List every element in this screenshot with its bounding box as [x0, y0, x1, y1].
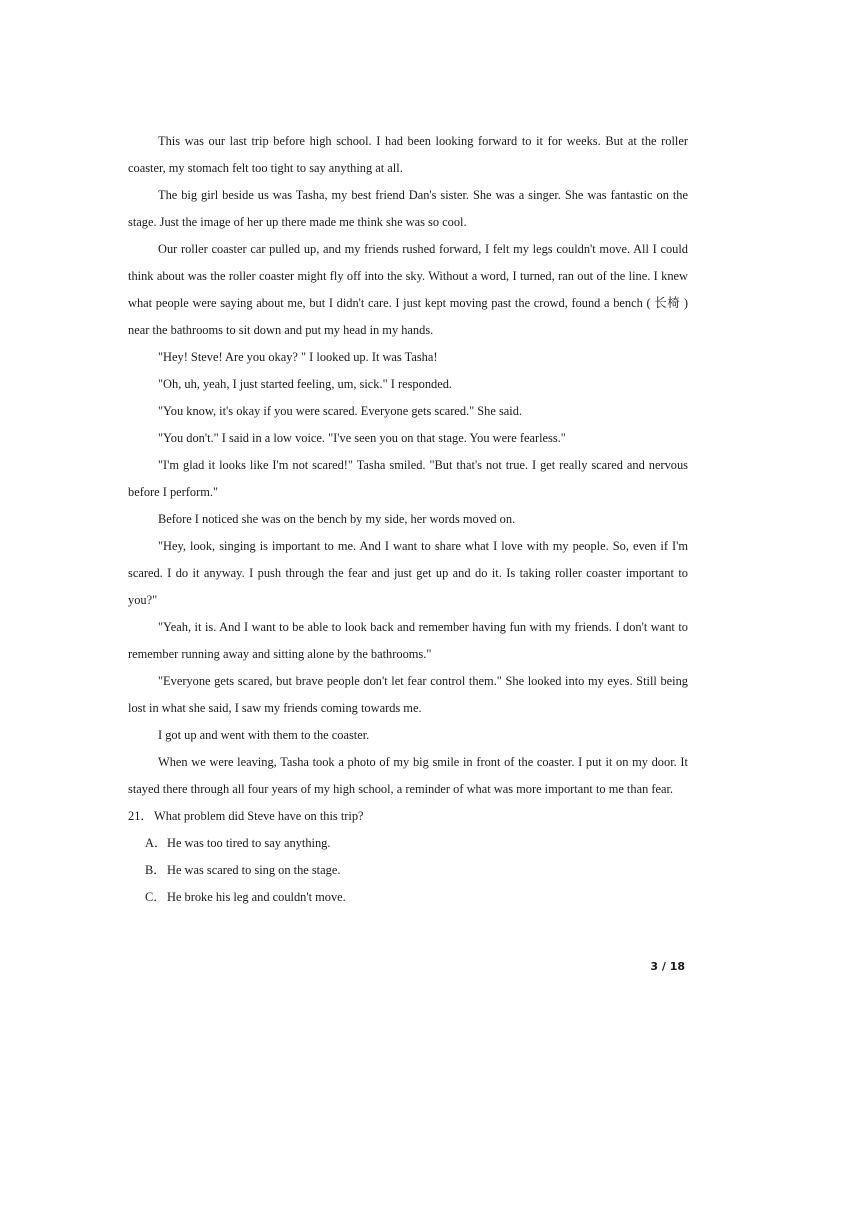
question-21	[128, 803, 688, 830]
document-body	[128, 128, 688, 911]
passage-paragraph: "You don't." I said in a low voice. "I've seen you on that stage. You were fearless."	[158, 431, 566, 445]
passage-paragraph: "I'm glad it looks like I'm not scared!" Tasha smiled. "But that's not true. I get really scared and nervous before I perform."	[128, 458, 688, 499]
passage-paragraph: "Yeah, it is. And I want to be able to look back and remember having fun with my friends. I don't want to remember running away and sitting alone by the bathrooms."	[128, 620, 688, 661]
question-number: 21．	[128, 809, 153, 823]
option-letter: A．	[145, 836, 167, 850]
option-a	[128, 830, 688, 857]
passage-paragraph: The big girl beside us was Tasha, my best friend Dan's sister. She was a singer. She was fantastic on the stage. Just the image of her up there made me think she was so cool.	[128, 188, 688, 229]
option-c	[128, 884, 688, 911]
question-text: What problem did Steve have on this trip?	[154, 809, 364, 823]
passage-paragraph: "You know, it's okay if you were scared. Everyone gets scared." She said.	[158, 404, 523, 418]
passage-paragraph: "Hey, look, singing is important to me. And I want to share what I love with my people. So, even if I'm scared. I do it anyway. I push through the fear and just get up and do it. Is taking roller coaster important to you?"	[128, 539, 688, 607]
option-b	[128, 857, 688, 884]
option-letter: B．	[145, 863, 166, 877]
passage-paragraph: "Oh, uh, yeah, I just started feeling, um, sick." I responded.	[158, 377, 452, 391]
option-text: He was too tired to say anything.	[167, 836, 331, 850]
option-letter: C．	[145, 890, 166, 904]
page-number: 3 / 18	[650, 960, 685, 973]
passage-paragraph: Our roller coaster car pulled up, and my friends rushed forward, I felt my legs couldn't move. All I could think about was the roller coaster might fly off into the sky. Without a word, I turned, ran out of the line. I knew what people were saying about me, but I didn't care. I just kept moving past the crowd, found a bench ( 长椅 ) near the bathrooms to sit down and put my head in my hands.	[128, 242, 688, 337]
passage-paragraph: "Everyone gets scared, but brave people don't let fear control them." She looked into my eyes. Still being lost in what she said, I saw my friends coming towards me.	[128, 674, 688, 715]
passage-paragraph: This was our last trip before high school. I had been looking forward to it for weeks. But at the roller coaster, my stomach felt too tight to say anything at all.	[128, 134, 688, 175]
option-text: He was scared to sing on the stage.	[167, 863, 341, 877]
passage-paragraph: When we were leaving, Tasha took a photo of my big smile in front of the coaster. I put it on my door. It stayed there through all four years of my high school, a reminder of what was more important to me than fear.	[128, 755, 688, 796]
passage-paragraph: I got up and went with them to the coaster.	[158, 728, 370, 742]
passage-paragraph: Before I noticed she was on the bench by my side, her words moved on.	[158, 512, 516, 526]
passage-paragraph: "Hey! Steve! Are you okay? " I looked up. It was Tasha!	[158, 350, 438, 364]
option-text: He broke his leg and couldn't move.	[167, 890, 346, 904]
